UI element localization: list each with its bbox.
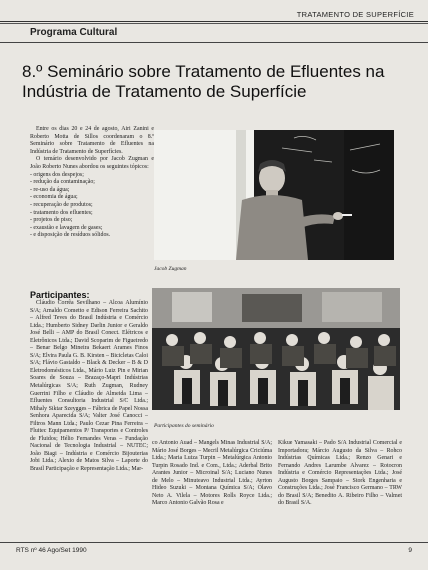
- program-rule: [0, 42, 428, 43]
- page-number: 9: [408, 547, 412, 554]
- section-tag: TRATAMENTO DE SUPERFÍCIE: [296, 10, 414, 19]
- participants-column-2: co Antonio Auad – Mangels Minas Industrial S/A; Mário José Borges – Mecril Metalúrgica Criciúma Ltda.; Maria Luiza Turpin – Metalúrgica Antonio Turpin Rosado Ind. e Com., Ltda.; Aderbal Brito Arantes Junior – Microinal S/A; Luciano Nunes de Melo – Minuteavo Industrial Ltda.; Ayrton Hideo Suzuki – Montana Química S/A; Olavo Neto A. Vilela – Motores Rolls Royce Ltda.; Marco Antonio Galvão Rosa e: [152, 440, 272, 507]
- topic-item: - re-uso da água;: [30, 186, 70, 193]
- topic-item: - recuperação de produtos;: [30, 201, 93, 208]
- participants-column-1: Cláudio Corrêa Sevilhano – Alcoa Alumínio S/A; Arnaldo Cometto e Edison Ferreira Sachito – Alfred Teves do Brasil Indústria e Comércio Ltda.; Humberto Sidney Darlin Junior e Geraldo José Belli – AMP do Brasil Conect. Elétricos e Eletrônicos Ltda.; David Scoparim de Figueiredo – Benar Belgo Mineira Bekaert Arames Finos S/A; Elvira Paula G. B. Kirsten – Bicicletas Caloi S/A; Flávio Gastaldo – Black & Decker – B & D Eletrodomésticos Ltda., Mário Luiz Pin e Mirian Soares de Souza – Brazaço-Mapri Indústrias Metalúrgicas S/A; Ruth Zugman, Rudney Guerrini Filho e Cláudio de Almeida Lima – Efluentes Consultoria Industrial S/C Ltda.; Mihaly Siktar Szeygges – Fábrica de Papel Nossa Senhora Aparecida S/A; Valter José Canocci – Filtros Mann Ltda.; Paulo Cezar Pina Ferreira – Fluitec Equipamentos P/ Transportes e Controles de Fluidos; Hélio Fernandes Veras – Fundação Nacional de Tecnologia Industrial – NUTEC; João Biagi – Indústria e Comércio Bijouterias Jobi Ltda.; Alexio de Matos Silva – Laporte do Brasil Participação e Representação Ltda.; Mar-: [30, 300, 148, 473]
- participants-column-3: Kikue Yamasaki – Pado S/A Industrial Comercial e Importadora; Márcio Augusto da Silva – Rohco Indústrias Químicas Ltda.; Renzo Genari e Fernando Andres Larumbe Alvarez – Rotocron Indústria e Comércio Representações Ltda.; José Augusto Borges Sampaio – Stork Engenharia e Construções Ltda.; José Francisco Germano – TRW do Brasil S/A; Benedito A. Ribeiro Filho – Valmet do Brasil S/A.: [278, 440, 402, 507]
- footer-rule: [0, 542, 428, 543]
- header-rule-secondary: [0, 23, 428, 24]
- intro-text: [30, 126, 154, 240]
- audience-photo-image: [152, 288, 400, 410]
- header-rule: [0, 21, 428, 22]
- topic-item: - tratamento dos efluentes;: [30, 209, 93, 216]
- topic-item: - e disposição de resíduos sólidos.: [30, 232, 111, 239]
- program-label: Programa Cultural: [30, 27, 118, 38]
- speaker-photo: [154, 130, 394, 260]
- speaker-caption: Jacob Zugman: [154, 266, 187, 272]
- topic-item: - origens dos despejos;: [30, 171, 84, 178]
- article-title: 8.º Seminário sobre Tratamento de Efluentes na Indústria de Tratamento de Superfície: [22, 62, 385, 101]
- topic-item: - projetos de piso;: [30, 217, 73, 224]
- topic-item: - redução da contaminação;: [30, 179, 95, 186]
- intro-paragraph-1: Entre os dias 20 e 24 de agosto, Airi Zanini e Roberto Motta de Sillos coordenaram o 8.º Seminário sobre Tratamento de Efluentes na Indústria de Tratamento de Superfícies.: [30, 126, 154, 155]
- topic-list: [30, 172, 154, 240]
- participants-heading: Participantes:: [30, 290, 90, 300]
- speaker-photo-image: [154, 130, 394, 260]
- topic-item: - economia de água;: [30, 194, 78, 201]
- audience-photo: [152, 288, 400, 410]
- intro-paragraph-2: O temário desenvolvido por Jacob Zugman e João Roberto Nunes abordou os seguintes tópicos:: [30, 156, 154, 170]
- issue-info: RTS nº 46 Ago/Set 1990: [16, 547, 87, 554]
- audience-caption: Participantes do seminário: [154, 423, 214, 429]
- topic-item: - exaustão e lavagem de gases;: [30, 224, 103, 231]
